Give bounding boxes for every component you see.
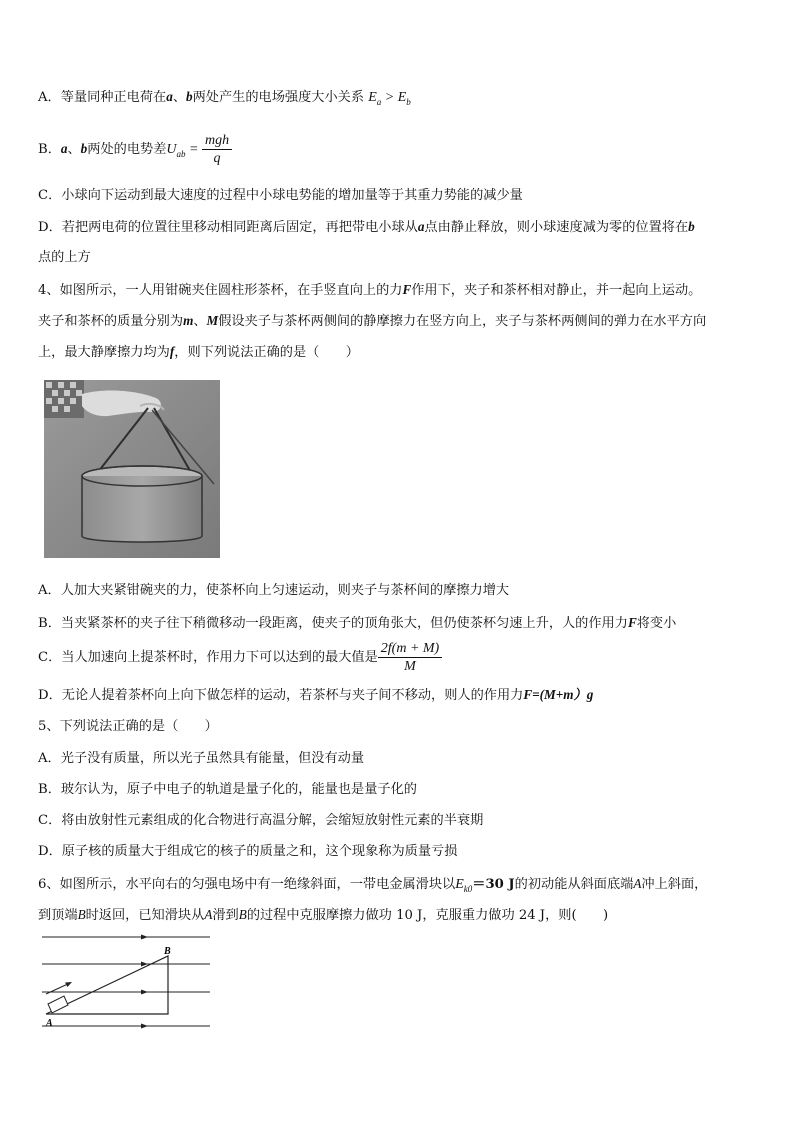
sep: 、 [67,142,81,157]
q3-option-b [38,130,232,173]
q4-stem-line3: 上，最大静摩擦力均为f，则下列说法正确的是（ ） [38,344,359,360]
q5-option-a: A．光子没有质量，所以光子虽然具有能量，但没有动量 [38,751,365,766]
q3-b-fraction: $\frac{\text{mgh}}{q}$ [202,132,232,167]
q4-d-formula: F=(M+m）g [523,687,594,702]
label-A: A [46,1018,53,1029]
var-b: b [80,141,88,156]
q3-option-c: C．小球向下运动到最大速度的过程中小球电势能的增加量等于其重力势能的减少量 [38,188,523,203]
var-b: b [688,219,695,234]
label-B: B [164,946,171,957]
var-F: F [402,282,412,297]
var-b: b [186,89,193,104]
var-A: A [633,876,642,891]
var-B: B [77,907,86,922]
q5-option-b: B．玻尔认为，原子中电子的轨道是量子化的，能量也是量子化的 [38,782,417,797]
q4-c-fraction: $\frac{2f(m + M)}{M}$ [378,640,442,675]
q5-stem: 5、下列说法正确的是（ ） [38,719,218,734]
q4-stem-line2: 夹子和茶杯的质量分别为m、M假设夹子与茶杯两侧间的静摩擦力在竖方向上，夹子与茶杯两侧间的弹力在水平方向 [38,313,707,329]
q3-b-math: $U_{ab}$ = [166,142,202,159]
q3-option-d-line1: D．若把两电荷的位置往里移动相同距离后固定，再把带电小球从a点由静止释放，则小球速度减为零的位置将在b [38,219,695,235]
var-a: a [417,219,425,234]
q4-option-b: B．当夹紧茶杯的夹子往下稍微移动一段距离，使夹子的顶角张大，但仍使茶杯匀速上升，人的作用力F将变小 [38,615,677,631]
q6-stem-line2: 到顶端B时返回，已知滑块从A滑到B的过程中克服摩擦力做功 10 J，克服重力做功 24 J，则( ) [38,907,609,923]
hand-holding-cup-photo [44,380,220,558]
var-m: m [183,313,194,328]
q4-option-d: D．无论人提着茶杯向上向下做怎样的运动，若茶杯与夹子间不移动，则人的作用力F=(M+m）g [38,687,594,703]
sep: 、 [172,90,186,105]
var-a: a [166,89,173,104]
q4-option-a: A．人加大夹紧钳碗夹的力，使茶杯向上匀速运动，则夹子与茶杯间的摩擦力增大 [38,583,510,598]
incline-field-diagram [40,932,214,1032]
field-lines [42,937,210,1026]
var-F: F [627,615,637,630]
q6-stem-line1: 6、如图所示，水平向右的匀强电场中有一绝缘斜面，一带电金属滑块以$E_{k0}=30$ J的初动能从斜面底端A冲上斜面， [38,876,708,894]
q3-b-label: B． [38,142,61,157]
q3-option-d-line2: 点的上方 [38,250,91,265]
var-a: a [60,141,68,156]
q4-option-c: C．当人加速向上提茶杯时，作用力下可以达到的最大值是 $\frac{2f(m + M)}{M}$ [38,638,442,678]
block [48,996,68,1013]
var-M: M [206,313,219,328]
var-B: B [238,907,247,922]
q5-option-c: C．将由放射性元素组成的化合物进行高温分解，会缩短放射性元素的半衰期 [38,813,484,828]
q3-a-text: A．等量同种正电荷在 [38,90,167,105]
q5-option-d: D．原子核的质量大于组成它的核子的质量之和，这个现象称为质量亏损 [38,844,458,859]
q6-ek0-value: ＝30 J [472,877,515,892]
q3-option-a [38,88,411,111]
q3-a-math: $E_a > E_b$ [368,90,411,107]
q4-stem-line1: 4、如图所示，一人用钳碗夹住圆柱形茶杯，在手竖直向上的力F作用下，夹子和茶杯相对静止，并一起向上运动。 [38,282,702,298]
q6-ek0: $E_{k0}$ [455,877,473,894]
var-f: f [169,344,175,359]
q3-b-text: 两处的电势差 [87,142,167,157]
var-A: A [204,907,213,922]
q3-a-text-2: 两处产生的电场强度大小关系 [192,90,365,105]
